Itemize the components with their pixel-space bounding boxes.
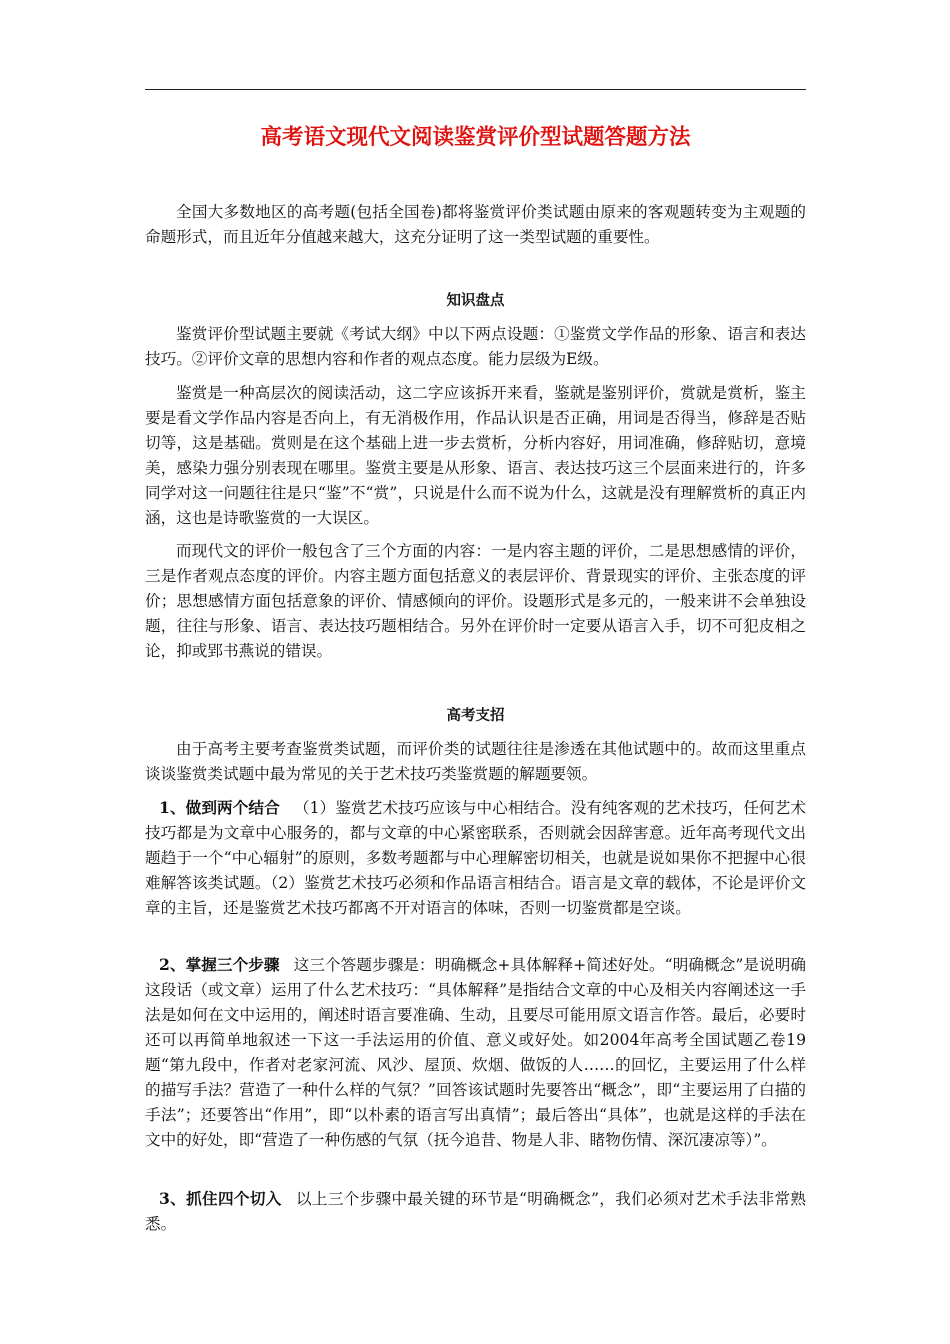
tips-intro-paragraph: 由于高考主要考查鉴赏类试题，而评价类的试题往往是渗透在其他试题中的。故而这里重点谈谈鉴赏类试题中最为常见的关于艺术技巧类鉴赏题的解题要领。 (145, 740, 806, 783)
tip-point-3-label: 3、抓住四个切入 (159, 1189, 282, 1208)
document-title: 高考语文现代文阅读鉴赏评价型试题答题方法 (260, 125, 691, 150)
tip-point-3-text: 以上三个步骤中最关键的环节是“明确概念”，我们必须对艺术手法非常熟悉。 (145, 1190, 806, 1233)
section-heading-knowledge: 知识盘点 (446, 292, 505, 309)
tip-point-2 (145, 952, 806, 1153)
knowledge-paragraph-1: 鉴赏评价型试题主要就《考试大纲》中以下两点设题：①鉴赏文学作品的形象、语言和表达技巧。②评价文章的思想内容和作者的观点态度。能力层级为E级。 (145, 325, 806, 368)
tip-point-2-text: 这三个答题步骤是：明确概念+具体解释+简述好处。“明确概念”是说明确这段话（或文章）运用了什么艺术技巧：“具体解释”是指结合文章的中心及相关内容阐述这一手法是如何在文中运用的，阐述时语言要准确、生动，且要尽可能用原文语言作答。最后，必要时还可以再简单地叙述一下这一手法运用的价值、意义或好处。如2004年高考全国试题乙卷19题“第九段中，作者对老家河流、风沙、屋顶、炊烟、做饭的人……的回忆，主要运用了什么样的描写手法？营造了一种什么样的气氛？”回答该试题时先要答出“概念”，即“主要运用了白描的手法”；还要答出“作用”，即“以朴素的语言写出真情”；最后答出“具体”，也就是这样的手法在文中的好处，即“营造了一种伤感的气氛（抚今追昔、物是人非、睹物伤情、深沉凄凉等）”。 (145, 956, 807, 1149)
knowledge-paragraph-3: 而现代文的评价一般包含了三个方面的内容：一是内容主题的评价，二是思想感情的评价，三是作者观点态度的评价。内容主题方面包括意义的表层评价、背景现实的评价、主张态度的评价；思想感情方面包括意象的评价、情感倾向的评价。设题形式是多元的，一般来讲不会单独设题，往往与形象、语言、表达技巧题相结合。另外在评价时一定要从语言入手，切不可犯皮相之论，抑或郢书燕说的错误。 (145, 542, 806, 660)
header-rule (145, 89, 806, 90)
intro-paragraph: 全国大多数地区的高考题(包括全国卷)都将鉴赏评价类试题由原来的客观题转变为主观题的命题形式，而且近年分值越来越大，这充分证明了这一类型试题的重要性。 (145, 203, 806, 246)
tip-point-3 (145, 1186, 806, 1237)
section-heading-tips: 高考支招 (446, 707, 505, 724)
tip-point-1-text: （1）鉴赏艺术技巧应该与中心相结合。没有纯客观的艺术技巧，任何艺术技巧都是为文章中心服务的，都与文章的中心紧密联系，否则就会因辞害意。近年高考现代文出题趋于一个“中心辐射”的原则，多数考题都与中心理解密切相关，也就是说如果你不把握中心很难解答该类试题。（2）鉴赏艺术技巧必须和作品语言相结合。语言是文章的载体，不论是评价文章的主旨，还是鉴赏艺术技巧都离不开对语言的体味，否则一切鉴赏都是空谈。 (145, 799, 807, 917)
knowledge-paragraph-2: 鉴赏是一种高层次的阅读活动，这二字应该拆开来看，鉴就是鉴别评价，赏就是赏析，鉴主要是看文学作品内容是否向上，有无消极作用，作品认识是否正确，用词是否得当，修辞是否贴切等，这是基础。赏则是在这个基础上进一步去赏析，分析内容好，用词准确，修辞贴切，意境美，感染力强分别表现在哪里。鉴赏主要是从形象、语言、表达技巧这三个层面来进行的，许多同学对这一问题往往是只“鉴”不“赏”，只说是什么而不说为什么，这就是没有理解赏析的真正内涵，这也是诗歌鉴赏的一大误区。 (145, 384, 806, 527)
tip-point-1-label: 1、做到两个结合 (159, 798, 280, 817)
tip-point-2-label: 2、掌握三个步骤 (159, 955, 280, 974)
tip-point-1 (145, 795, 806, 921)
